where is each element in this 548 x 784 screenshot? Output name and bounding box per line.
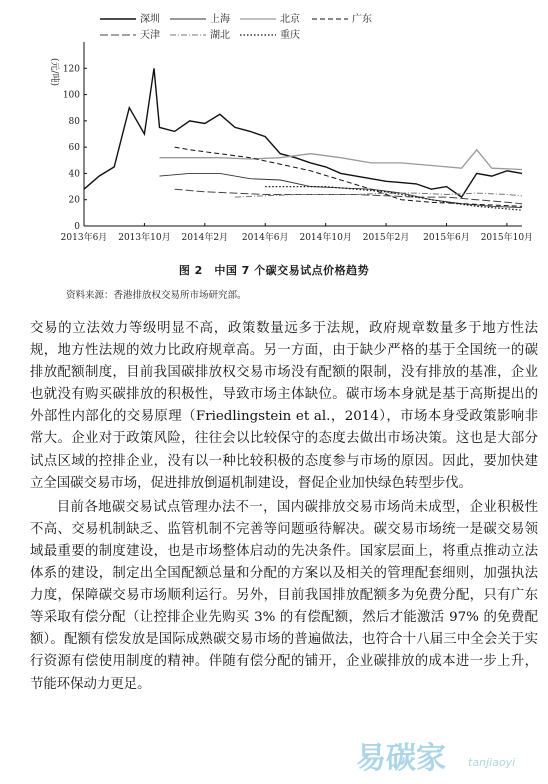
watermark-sub: tanjiaoyi: [468, 756, 516, 769]
legend-label-7: 重庆: [280, 30, 300, 41]
series-line-7: [265, 187, 522, 211]
y-tick-label: 120: [62, 64, 80, 75]
x-tick-label: 2015年2月: [362, 233, 410, 243]
y-tick-label: 60: [68, 143, 80, 154]
x-tick-label: 2014年6月: [241, 233, 289, 243]
y-tick-label: 80: [68, 116, 80, 127]
legend-label-1: 深圳: [140, 14, 160, 25]
y-axis-label: (元/吨): [49, 58, 59, 87]
paragraph-1: 交易的立法效力等级明显不高，政策数量远多于法规，政府规章数量多于地方性法规，地方性法规的效力比政府规章高。另一方面，由于缺少严格的基于全国统一的碳排放配额制度，目前我国碳排放权交易市场没有配额的限制，没有排放的基准，企业也就没有购买碳排放的积极性，导致市场主体缺位。碳市场本身就是基于高斯提出的外部性内部化的交易原理（Friedlingstein et al.，2014），市场本身受政策影响非常大。企业对于政策风险，往往会以比较保守的态度去做出市场决策。这也是大部分试点区域的控排企业，没有以一种比较积极的态度参与市场的原因。因此，要加快建立全国碳交易市场，促进排放倒逼机制建设，督促企业加快绿色转型步伐。: [30, 321, 538, 491]
x-tick-label: 2013年10月: [118, 233, 171, 243]
article-body: [30, 318, 538, 696]
y-tick-label: 20: [68, 195, 80, 206]
chart-series: [84, 68, 522, 210]
series-line-4: [175, 147, 522, 206]
watermark-text: 易碳家: [356, 741, 446, 776]
chart-legend: [100, 12, 372, 41]
x-tick-label: 2013年6月: [60, 233, 108, 243]
x-tick-label: 2015年6月: [423, 233, 470, 243]
series-line-2: [160, 173, 523, 207]
y-tick-label: 100: [62, 90, 80, 101]
legend-label-3: 北京: [280, 14, 300, 25]
x-tick-label: 2014年10月: [299, 233, 352, 243]
figure-chart: [0, 0, 548, 262]
figure-caption: 图 2 中国 7 个碳交易试点价格趋势: [178, 264, 370, 277]
series-line-3: [160, 150, 523, 170]
x-tick-label: 2015年10月: [480, 233, 534, 243]
y-tick-label: 0: [74, 222, 80, 232]
x-tick-label: 2014年2月: [181, 233, 229, 243]
legend-label-2: 上海: [210, 14, 230, 25]
series-line-5: [175, 189, 522, 204]
legend-label-6: 湖北: [210, 30, 230, 41]
price-trend-chart: [0, 0, 548, 262]
paragraph-2: 目前各地碳交易试点管理办法不一，国内碳排放交易市场尚未成型，企业积极性不高、交易机制缺乏、监管机制不完善等问题亟待解决。碳交易市场统一是碳交易领域最重要的制度建设，也是市场整体启动的先决条件。国家层面上，将重点推动立法体系的建设，制定出全国配额总量和分配的方案以及相关的管理配套细则，加强执法力度，保障碳交易市场顺利运行。另外，目前我国排放配额多为免费分配，只有广东等采取有偿分配（让控排企业先购买 3% 的有偿配额，然后才能激活 97% 的免费配额）。配额有偿发放是国际成熟碳交易市场的普遍做法，也符合十八届三中全会关于实行资源有偿使用制度的精神。伴随有偿分配的铺开，企业碳排放的成本进一步上升，节能环保动力更足。: [30, 499, 538, 692]
legend-label-4: 广东: [352, 14, 372, 25]
legend-label-5: 天津: [140, 30, 160, 41]
watermark-logo: [350, 736, 540, 780]
figure-source: 资料来源：香港排放权交易所市场研究部。: [66, 290, 247, 301]
chart-ticks: [61, 64, 533, 243]
y-tick-label: 40: [68, 169, 80, 180]
series-line-1: [84, 68, 522, 197]
